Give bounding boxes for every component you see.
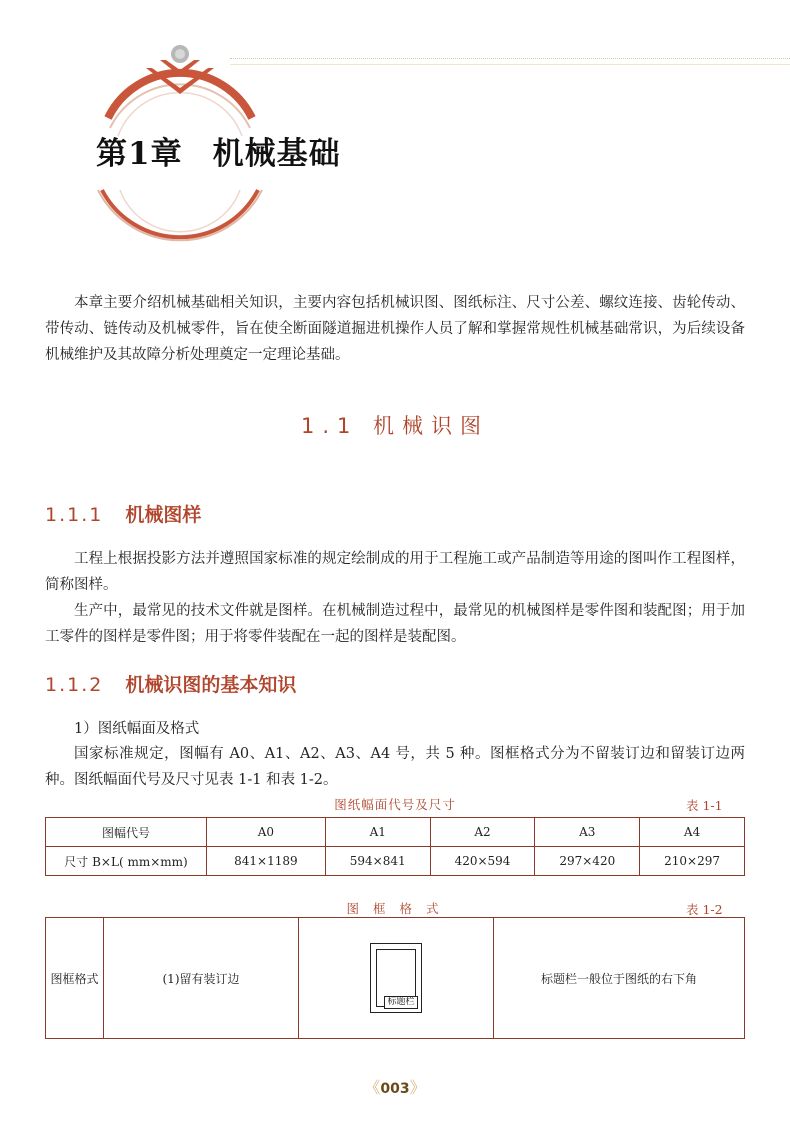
table-2-number: 表 1-2 xyxy=(686,902,723,917)
chevron-right-icon: 》 xyxy=(409,1078,426,1097)
table-frame-format xyxy=(45,917,745,1039)
header-rule-bottom xyxy=(230,64,790,65)
subsection-1-paragraph-1: 工程上根据投影方法并遵照国家标准的规定绘制成的用于工程施工或产品制造等用途的图叫作工程图样，简称图样。 xyxy=(45,551,745,593)
chapter-title xyxy=(96,128,341,173)
table-cell: 420×594 xyxy=(430,847,535,876)
page-footer xyxy=(0,1075,790,1098)
subsection-2-item-1: 1）图纸幅面及格式 xyxy=(74,721,200,737)
table-row xyxy=(46,847,745,876)
subsection-1-paragraph-2: 生产中，最常见的技术文件就是图样。在机械制造过程中，最常见的机械图样是零件图和装配图；用于加工零件的图样是零件图；用于将零件装配在一起的图样是装配图。 xyxy=(45,603,745,645)
subsection-2-heading xyxy=(45,670,296,697)
table-cell-option: (1)留有装订边 xyxy=(104,918,299,1039)
header-rule-top xyxy=(230,58,790,59)
subsection-1-number: 1.1.1 xyxy=(45,504,104,526)
table-header-cell: 图幅代号 xyxy=(46,818,207,847)
section-title: 1.1 机械识图 xyxy=(300,414,490,438)
table-header-cell: A4 xyxy=(640,818,745,847)
intro-paragraph: 本章主要介绍机械基础相关知识，主要内容包括机械识图、图纸标注、尺寸公差、螺纹连接、齿轮传动、带传动、链传动及机械零件，旨在使全断面隧道掘进机操作人员了解和掌握常规性机械基础常识，为后续设备机械维护及其故障分析处理奠定一定理论基础。 xyxy=(45,295,745,363)
frame-diagram xyxy=(370,943,422,1013)
subsection-2-paragraph-1: 国家标准规定，图幅有 A0、A1、A2、A3、A4 号，共 5 种。图框格式分为不留装订边和留装订边两种。图纸幅面代号及尺寸见表 1-1 和表 1-2。 xyxy=(45,746,745,788)
frame-titleblock: 标题栏 xyxy=(384,996,418,1009)
table-header-cell: A1 xyxy=(325,818,430,847)
table-1-number: 表 1-1 xyxy=(686,798,723,813)
table-header-cell: A3 xyxy=(535,818,640,847)
table-header-cell: A0 xyxy=(207,818,326,847)
chevron-left-icon: 《 xyxy=(364,1078,381,1097)
table-cell: 841×1189 xyxy=(207,847,326,876)
table-cell: 594×841 xyxy=(325,847,430,876)
chapter-number: 第1章 xyxy=(96,136,183,172)
subsection-2-number: 1.1.2 xyxy=(45,674,104,696)
subsection-1-heading xyxy=(45,500,201,527)
subsection-2-title: 机械识图的基本知识 xyxy=(125,674,297,696)
table-paper-sizes xyxy=(45,817,745,876)
table-cell: 210×297 xyxy=(640,847,745,876)
page-number: 003 xyxy=(380,1081,410,1097)
table-1-caption: 图纸幅面代号及尺寸 xyxy=(334,797,456,812)
table-cell-note: 标题栏一般位于图纸的右下角 xyxy=(494,918,745,1039)
subsection-1-title: 机械图样 xyxy=(125,504,202,526)
table-row xyxy=(46,918,745,1039)
table-row xyxy=(46,818,745,847)
table-cell: 297×420 xyxy=(535,847,640,876)
table-row-label: 尺寸 B×L( mm×mm) xyxy=(46,847,207,876)
table-2-caption: 图 框 格 式 xyxy=(346,901,444,916)
table-cell-diagram xyxy=(299,918,494,1039)
chapter-name: 机械基础 xyxy=(212,136,341,172)
table-row-label: 图框格式 xyxy=(46,918,104,1039)
table-header-cell: A2 xyxy=(430,818,535,847)
